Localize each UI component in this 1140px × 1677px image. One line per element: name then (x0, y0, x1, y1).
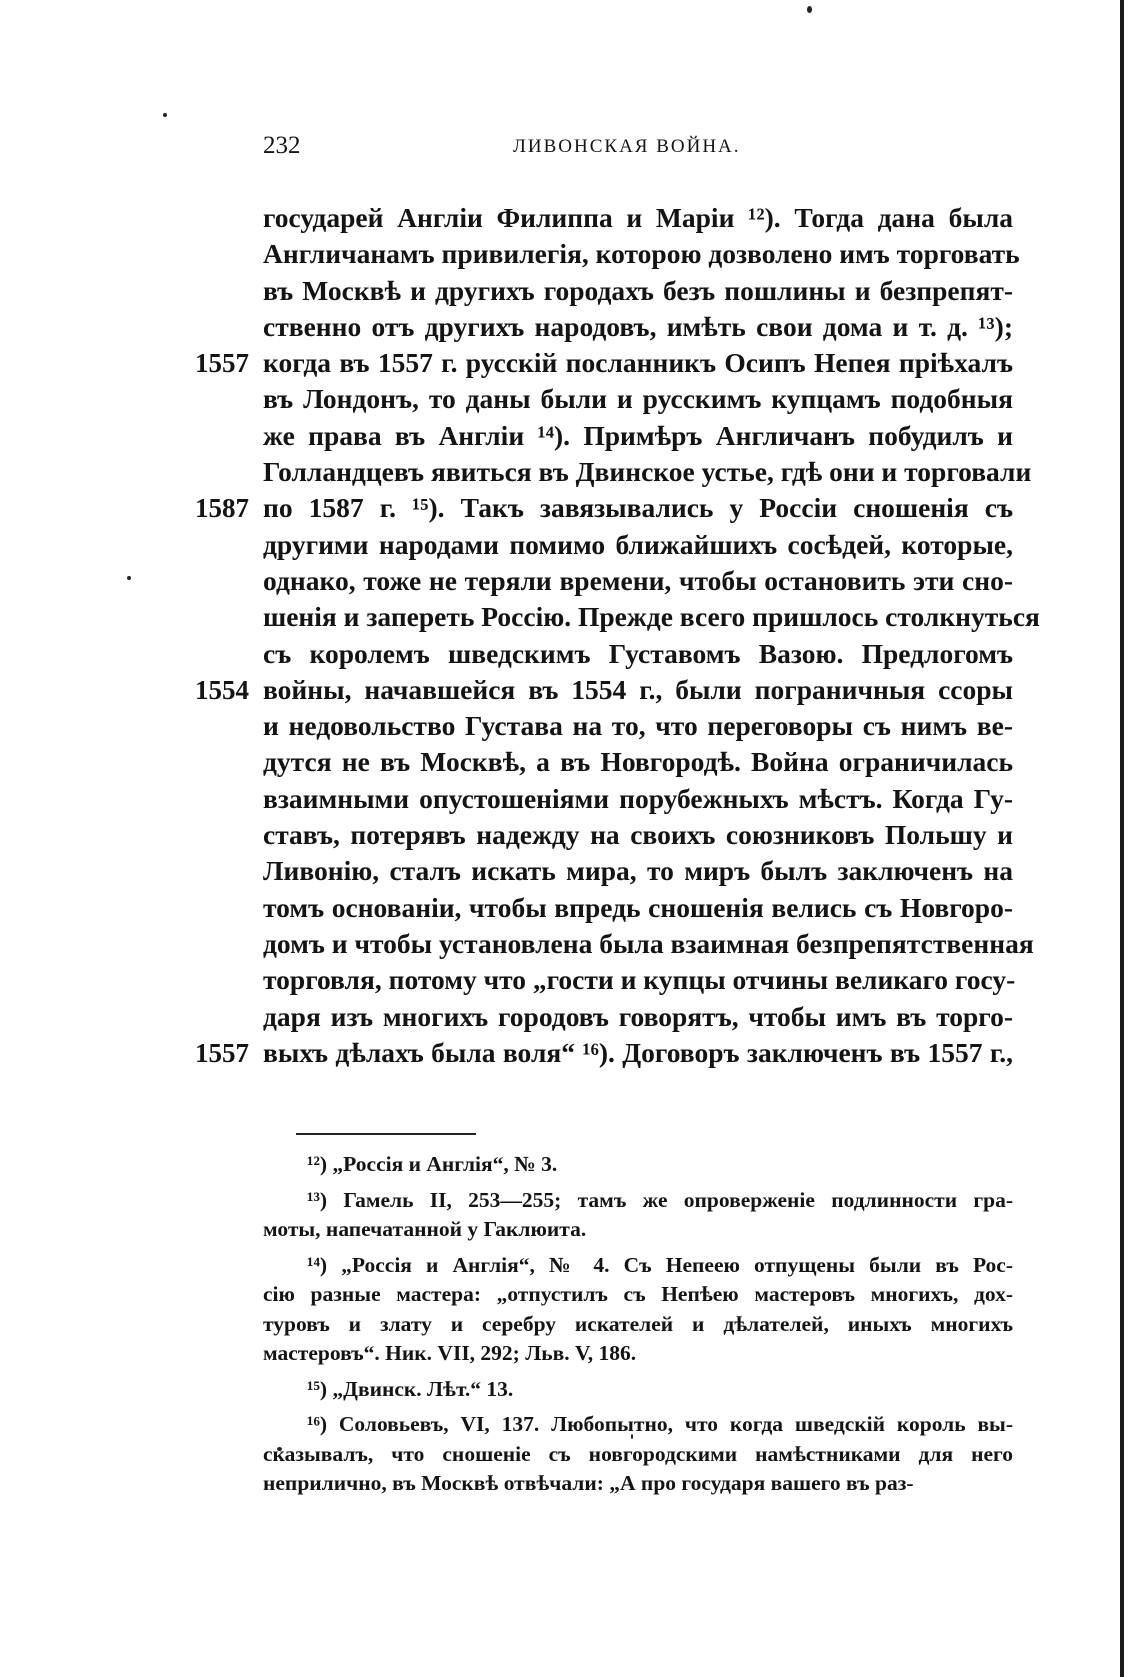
text-line (195, 1035, 1013, 1071)
footnote-line: сказывалъ, что сношеніе съ новгородскими намѣстниками для него (263, 1441, 1013, 1466)
text-line (195, 345, 1013, 381)
footnote-line: ¹⁵) „Двинск. Лѣт.“ 13. (307, 1376, 514, 1401)
line-text: въ Москвѣ и другихъ городахъ безъ пошлины и безпрепят- (263, 274, 1013, 306)
text-line (263, 962, 1016, 998)
text-line (263, 563, 1013, 599)
line-text: ственно отъ другихъ народовъ, имѣть свои дома и т. д. ¹³); (263, 310, 1013, 342)
footnote-separator (296, 1133, 476, 1135)
margin-year: 1557 (195, 1037, 249, 1068)
line-text: Голландцевъ явиться въ Двинское устье, гдѣ они и торговали (263, 456, 1032, 488)
line-text: даря изъ многихъ городовъ говорятъ, чтобы имъ въ торго- (263, 1000, 1013, 1032)
text-line (263, 200, 1013, 236)
footnote (263, 1251, 1013, 1369)
line-text: когда въ 1557 г. русскій посланникъ Осипъ Непея пріѣхалъ (263, 347, 1013, 379)
footnote-line: ¹²) „Россія и Англія“, № 3. (307, 1152, 558, 1176)
text-line (263, 817, 1013, 853)
text-line (263, 744, 1013, 780)
line-text: государей Англіи Филиппа и Маріи ¹²). Тогда дана была (263, 202, 1013, 233)
line-text: однако, тоже не теряли времени, чтобы остановить эти сно- (263, 564, 1013, 596)
footnote-line: ¹⁴) „Россія и Англія“, № 4. Съ Непеею отпущены были въ Рос- (307, 1252, 1013, 1277)
footnote-line: туровъ и злату и серебру искателей и дѣлателей, иныхъ многихъ (263, 1311, 1013, 1336)
footnote-line: моты, напечатанной у Гаклюита. (263, 1217, 587, 1241)
text-line (195, 672, 1013, 708)
text-line (263, 890, 1013, 926)
scan-speck (163, 113, 167, 117)
line-text: домъ и чтобы установлена была взаимная безпрепятственная (263, 927, 1034, 959)
footnote (263, 1375, 1013, 1405)
scan-edge-line (1120, 0, 1124, 1677)
margin-year: 1587 (195, 493, 249, 524)
text-line (263, 599, 1040, 635)
footnote (263, 1150, 1013, 1180)
text-line (263, 454, 1032, 490)
line-text: по 1587 г. ¹⁵). Такъ завязывались у Россіи сношенія съ (263, 492, 1013, 524)
scan-speck (807, 6, 812, 13)
page-header (263, 132, 1013, 172)
text-line (195, 490, 1013, 526)
footnotes (263, 1150, 1013, 1499)
text-line (263, 926, 1034, 962)
line-text: въ Лондонъ, то даны были и русскимъ купцамъ подобныя (263, 383, 1013, 415)
text-line (263, 636, 1013, 672)
line-text: Англичанамъ привилегія, которою дозволено имъ торговать (263, 238, 1020, 270)
page-number: 232 (263, 132, 301, 159)
text-line (263, 273, 1013, 309)
scan-speck (127, 576, 131, 580)
footnote-line: ¹³) Гамель II, 253—255; тамъ же опроверженіе подлинности гра- (307, 1187, 1013, 1212)
line-text: взаимными опустошеніями порубежныхъ мѣстъ. Когда Гу- (263, 782, 1013, 814)
text-line (263, 418, 1013, 454)
footnote-line: сію разные мастера: „отпустилъ съ Непѣею мастеровъ многихъ, дох- (263, 1282, 1013, 1306)
line-text: ставъ, потерявъ надежду на своихъ союзниковъ Польшу и (263, 819, 1013, 851)
footnote (263, 1410, 1013, 1499)
margin-year: 1554 (195, 674, 249, 705)
line-text: войны, начавшейся въ 1554 г., были пограничныя ссоры (263, 673, 1013, 705)
line-text: Ливонію, сталъ искать мира, то миръ былъ заключенъ на (263, 855, 1013, 887)
margin-year: 1557 (195, 348, 249, 379)
line-text: выхъ дѣлахъ была воля“ ¹⁶). Договоръ заключенъ въ 1557 г., (263, 1036, 1013, 1068)
line-text: томъ основаніи, чтобы впредь сношенія велись съ Новгоро- (263, 891, 1013, 923)
line-text: и недовольство Густава на то, что переговоры съ нимъ ве- (263, 710, 1013, 742)
text-line (263, 309, 1013, 345)
text-line (263, 853, 1013, 889)
running-title: ЛИВОНСКАЯ ВОЙНА. (513, 136, 741, 157)
line-text: же права въ Англіи ¹⁴). Примѣръ Англичанъ побудилъ и (263, 419, 1013, 451)
line-text: торговля, потому что „гости и купцы отчины великаго госу- (263, 964, 1016, 996)
line-text: съ королемъ шведскимъ Густавомъ Вазою. Предлогомъ (263, 637, 1013, 669)
line-text: шенія и запереть Россію. Прежде всего пришлось столкнуться (263, 601, 1040, 633)
footnote-line: ¹⁶) Соловьевъ, VI, 137. Любопытно, что когда шведскій король вы- (307, 1412, 1013, 1436)
text-line (263, 708, 1013, 744)
footnote-line: мастеровъ“. Ник. VII, 292; Льв. V, 186. (263, 1341, 637, 1365)
line-text: дутся не въ Москвѣ, а въ Новгородѣ. Война ограничилась (263, 746, 1013, 778)
line-text: другими народами помимо ближайшихъ сосѣдей, которые, (263, 528, 1013, 560)
text-line (263, 999, 1013, 1035)
footnote (263, 1186, 1013, 1245)
text-line (263, 236, 1020, 272)
text-line (263, 381, 1013, 417)
text-line (263, 527, 1013, 563)
footnote-line: неприлично, въ Москвѣ отвѣчали: „А про государя вашего въ раз- (263, 1471, 914, 1495)
text-line (263, 781, 1013, 817)
body-text (195, 200, 1040, 1071)
